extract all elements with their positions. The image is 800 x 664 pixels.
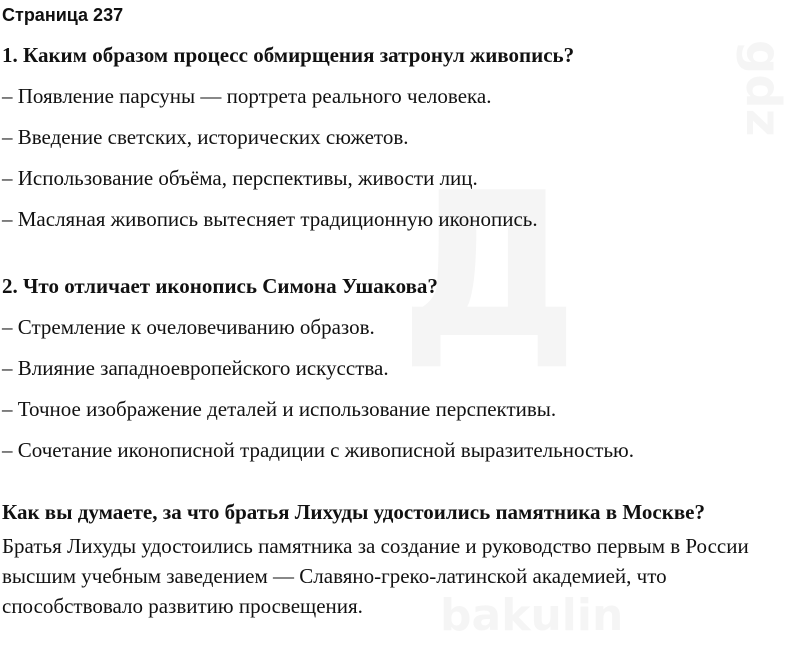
section-gap: [2, 232, 798, 273]
section-gap: [2, 463, 798, 499]
answer-item: – Использование объёма, перспективы, живости лиц.: [2, 166, 478, 190]
answer-item: – Появление парсуны — портрета реального человека.: [2, 84, 492, 108]
answer-list-1: [2, 83, 798, 232]
watermark-side-text: gdz: [735, 40, 791, 137]
watermark-big-letter: Д: [400, 150, 579, 383]
answer-paragraph: Братья Лихуды удостоились памятника за создание и руководство первым в России высшим учебным заведением — Славяно-греко-латинской академией, что способствовало развитию просвещения.: [2, 534, 749, 618]
answer-item: – Точное изображение деталей и использование перспективы.: [2, 397, 557, 421]
answer-item: – Сочетание иконописной традиции с живописной выразительностью.: [2, 438, 634, 462]
watermark-text: bakulin: [440, 590, 624, 641]
answer-item: – Влияние западноевропейского искусства.: [2, 356, 389, 380]
question-3: Как вы думаете, за что братья Лихуды удостоились памятника в Москве?: [2, 500, 705, 524]
question-2: 2. Что отличает иконопись Симона Ушакова?: [2, 274, 438, 298]
question-1: 1. Каким образом процесс обмирщения затронул живопись?: [2, 43, 575, 67]
page-header: Страница 237: [2, 5, 124, 25]
answer-item: – Введение светских, исторических сюжетов.: [2, 125, 409, 149]
answer-item: – Масляная живопись вытесняет традиционную иконопись.: [2, 207, 538, 231]
answer-list-2: [2, 314, 798, 463]
answer-item: – Стремление к очеловечиванию образов.: [2, 315, 375, 339]
